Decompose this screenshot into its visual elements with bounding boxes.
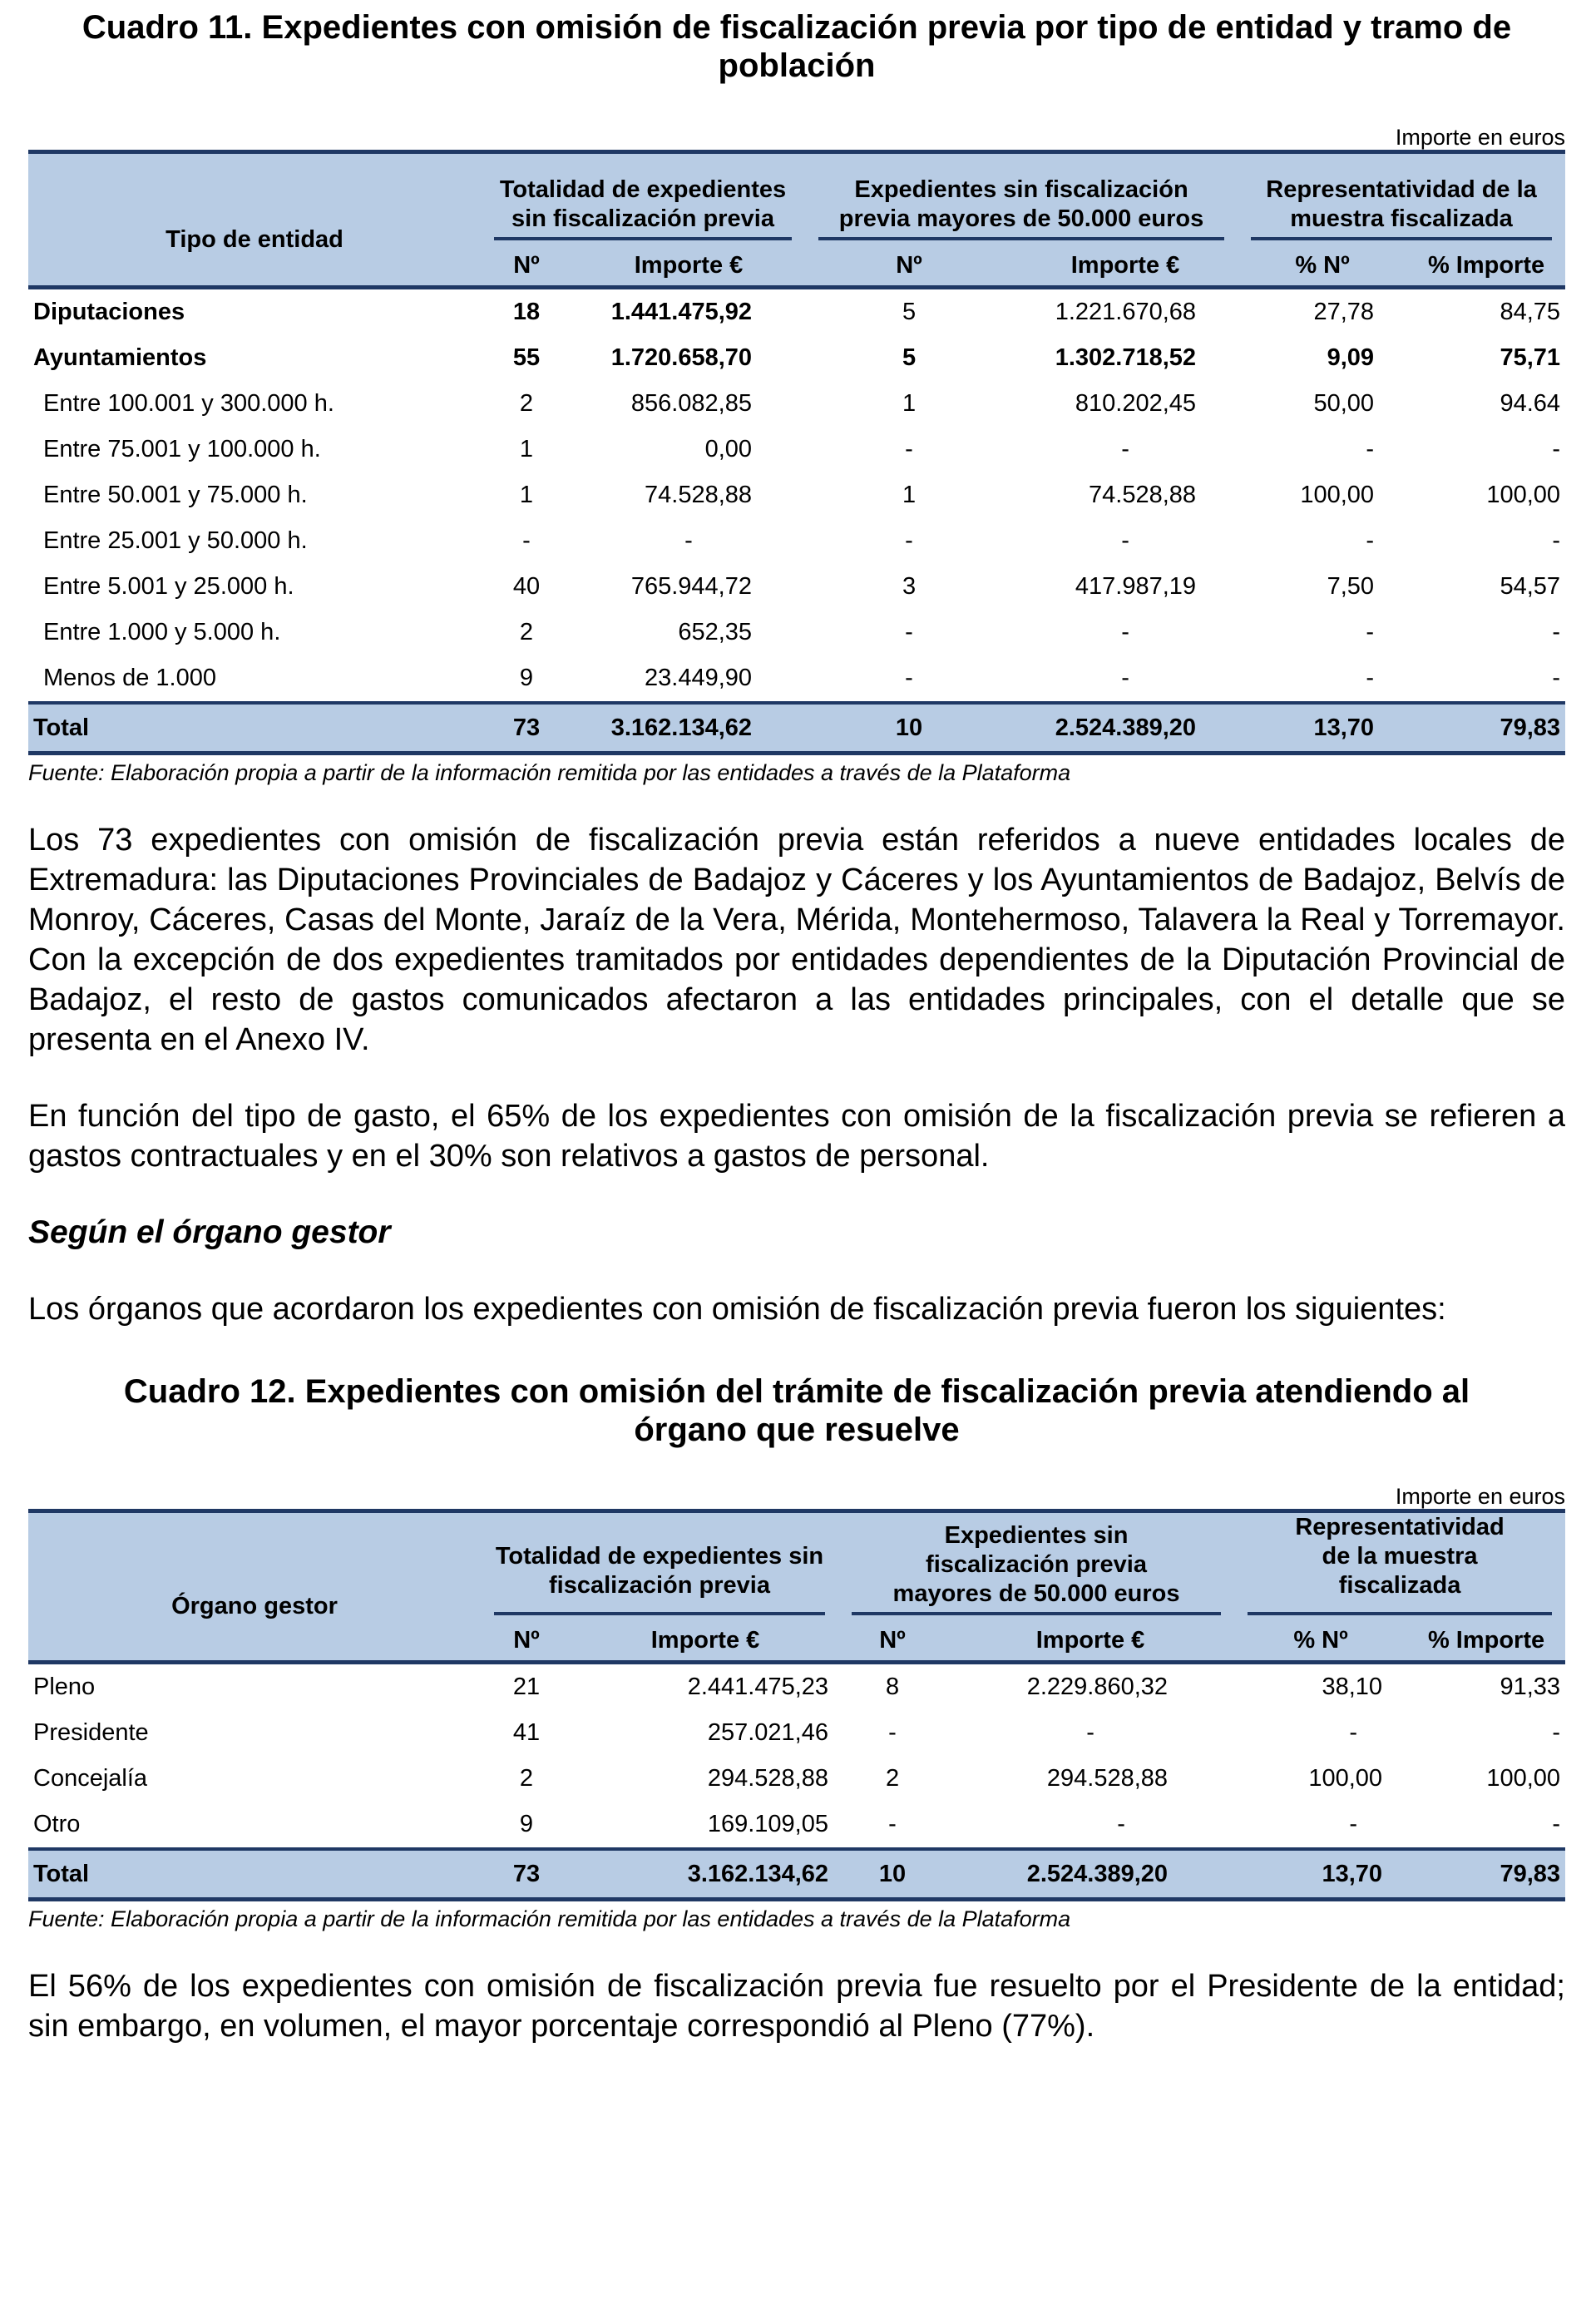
cell-pct-n: - — [1366, 436, 1375, 462]
group-header-representatividad: Representatividad de la muestra fiscalizada — [1248, 1513, 1552, 1615]
col-header-tipo: Tipo de entidad — [28, 152, 481, 288]
cell-n: 40 — [512, 573, 541, 600]
col-header-pct-importe: % Importe — [1407, 245, 1565, 288]
cell-importe: 3.162.134,62 — [572, 703, 805, 754]
table-row — [28, 564, 1565, 610]
cell-importe: 2.229.860,32 — [946, 1663, 1234, 1711]
cell-importe: 74.528,88 — [1089, 482, 1197, 508]
cell-pct-importe: - — [1552, 436, 1561, 462]
table-row — [28, 427, 1565, 472]
table-12 — [28, 1509, 1565, 1901]
cell-n: 73 — [481, 1849, 572, 1900]
col-header-n: Nº — [838, 1620, 946, 1663]
col-header-importe: Importe € — [1013, 245, 1238, 288]
cell-pct-n: 9,09 — [1327, 344, 1375, 371]
col-header-n: Nº — [805, 245, 1013, 288]
col-header-pct-importe: % Importe — [1407, 1620, 1565, 1663]
col-header-pct-n: % Nº — [1234, 1620, 1407, 1663]
cell-pct-importe: - — [1552, 527, 1561, 554]
col-header-pct-n: % Nº — [1238, 245, 1407, 288]
cell-pct-n: - — [1349, 1719, 1358, 1746]
cell-importe: 765.944,72 — [630, 573, 753, 600]
cell-n: 5 — [902, 344, 917, 371]
cell-pct-n: 7,50 — [1327, 573, 1375, 600]
cell-importe: 169.109,05 — [707, 1811, 829, 1837]
table-11-caption: Cuadro 11. Expedientes con omisión de fiscalización previa por tipo de entidad y tramo de población — [82, 9, 1512, 84]
row-label: Entre 25.001 y 50.000 h. — [43, 527, 308, 554]
cell-importe: - — [1121, 436, 1129, 462]
row-label: Diputaciones — [28, 288, 481, 336]
row-label: Otro — [33, 1811, 81, 1837]
cell-n: 21 — [481, 1663, 572, 1711]
row-label: Entre 5.001 y 25.000 h. — [43, 573, 294, 600]
cell-pct-importe: 100,00 — [1486, 1765, 1561, 1792]
group-header-mayores: Expedientes sin fiscalización previa mayores de 50.000 euros — [852, 1521, 1221, 1615]
cell-n: 41 — [512, 1719, 541, 1746]
cell-pct-n: 100,00 — [1300, 482, 1375, 508]
cell-pct-n: - — [1366, 665, 1375, 691]
cell-importe: 2.524.389,20 — [1013, 703, 1238, 754]
cell-n: - — [905, 436, 913, 462]
cell-n: 2 — [885, 1765, 900, 1792]
cell-pct-importe: 79,83 — [1407, 1849, 1565, 1900]
cell-pct-importe: - — [1552, 1811, 1561, 1837]
cell-importe: - — [1117, 1811, 1125, 1837]
cell-n: 8 — [838, 1663, 946, 1711]
row-label: Total — [28, 703, 481, 754]
row-label: Total — [28, 1849, 481, 1900]
cell-n: 9 — [519, 665, 534, 691]
section-heading: Según el órgano gestor — [28, 1214, 391, 1250]
table-row — [28, 335, 1565, 381]
cell-n: 10 — [805, 703, 1013, 754]
cell-importe: - — [1121, 527, 1129, 554]
table-row — [28, 472, 1565, 518]
cell-pct-n: 13,70 — [1238, 703, 1407, 754]
group-header-totalidad: Totalidad de expedientes sin fiscalización previa — [494, 176, 792, 240]
cell-importe: 417.987,19 — [1075, 573, 1197, 600]
col-header-importe: Importe € — [572, 245, 805, 288]
paragraph: En función del tipo de gasto, el 65% de los expedientes con omisión de la fiscalización previa se refieren a gastos contractuales y en el 30% son relativos a gastos de personal. — [28, 1099, 1565, 1174]
paragraph: El 56% de los expedientes con omisión de fiscalización previa fue resuelto por el Presidente de la entidad; sin embargo, en volumen, el mayor porcentaje correspondió al Pleno (77%). — [28, 1969, 1565, 2044]
cell-pct-n: 38,10 — [1234, 1663, 1407, 1711]
cell-importe: 1.302.718,52 — [1055, 344, 1197, 371]
table-row — [28, 518, 1565, 564]
cell-n: 1 — [902, 482, 917, 508]
row-label: Ayuntamientos — [33, 344, 207, 371]
cell-n: 2 — [519, 1765, 534, 1792]
cell-pct-n: - — [1366, 619, 1375, 645]
table-row — [28, 655, 1565, 703]
cell-pct-n: 13,70 — [1234, 1849, 1407, 1900]
cell-n: - — [888, 1719, 897, 1746]
paragraph: Los 73 expedientes con omisión de fiscalización previa están referidos a nueve entidades locales de Extremadura: las Diputaciones Provinciales de Badajoz y Cáceres y los Ayuntamientos de Badajoz, Belvís de Monroy, Cáceres, Casas del Monte, Jaraíz de la Vera, Mérida, Montehermoso, Talavera la Real y Torremayor. Con la excepción de dos expedientes tramitados por entidades dependientes de la Diputación Provincial de Badajoz, el resto de gastos comunicados afectaron a las entidades principales, con el detalle que se presenta en el Anexo IV. — [28, 823, 1565, 1057]
cell-importe: 2.441.475,23 — [572, 1663, 838, 1711]
cell-n: 5 — [805, 288, 1013, 336]
cell-pct-importe: 100,00 — [1486, 482, 1561, 508]
row-label: Entre 75.001 y 100.000 h. — [43, 436, 321, 462]
cell-importe: - — [684, 527, 693, 554]
cell-n: 10 — [838, 1849, 946, 1900]
cell-n: 3 — [902, 573, 917, 600]
paragraph: Los órganos que acordaron los expedientes con omisión de fiscalización previa fueron los siguientes: — [28, 1292, 1446, 1327]
table-11-units: Importe en euros — [1395, 125, 1565, 150]
cell-n: - — [905, 665, 913, 691]
cell-importe: 1.441.475,92 — [572, 288, 805, 336]
group-header-totalidad: Totalidad de expedientes sin fiscalización previa — [494, 1542, 825, 1615]
cell-importe: 0,00 — [704, 436, 753, 462]
cell-pct-importe: - — [1552, 1719, 1561, 1746]
table-row — [28, 610, 1565, 655]
cell-n: - — [888, 1811, 897, 1837]
cell-importe: 74.528,88 — [645, 482, 753, 508]
cell-n: - — [522, 527, 531, 554]
row-label: Presidente — [33, 1719, 149, 1746]
row-label: Menos de 1.000 — [43, 665, 216, 691]
table-total-row — [28, 703, 1565, 754]
col-header-organo: Órgano gestor — [28, 1511, 481, 1663]
col-header-n: Nº — [481, 1620, 572, 1663]
table-11 — [28, 150, 1565, 755]
cell-importe: 294.528,88 — [707, 1765, 829, 1792]
cell-importe: 810.202,45 — [1075, 390, 1197, 417]
cell-n: 1 — [519, 436, 534, 462]
col-header-importe: Importe € — [572, 1620, 838, 1663]
cell-n: - — [905, 619, 913, 645]
cell-n: 2 — [519, 619, 534, 645]
cell-pct-n: 100,00 — [1308, 1765, 1383, 1792]
cell-importe: 3.162.134,62 — [572, 1849, 838, 1900]
cell-n: 1 — [519, 482, 534, 508]
table-12-source: Fuente: Elaboración propia a partir de la información remitida por las entidades a través de la Plataforma — [28, 1906, 1071, 1931]
cell-pct-importe: 84,75 — [1407, 288, 1565, 336]
table-12-units: Importe en euros — [1395, 1484, 1565, 1509]
table-row — [28, 288, 1565, 336]
table-11-header-row — [28, 152, 1565, 246]
cell-importe: 1.720.658,70 — [610, 344, 753, 371]
cell-importe: 652,35 — [678, 619, 753, 645]
cell-importe: 1.221.670,68 — [1013, 288, 1238, 336]
table-12-header-row — [28, 1511, 1565, 1621]
document-page — [28, 0, 1565, 2046]
cell-pct-importe: 75,71 — [1500, 344, 1561, 371]
cell-pct-importe: 94.64 — [1500, 390, 1561, 417]
cell-importe: - — [1121, 619, 1129, 645]
cell-pct-importe: 91,33 — [1407, 1663, 1565, 1711]
cell-n: 1 — [902, 390, 917, 417]
group-header-representatividad: Representatividad de la muestra fiscalizada — [1251, 176, 1552, 240]
cell-pct-importe: - — [1552, 619, 1561, 645]
cell-pct-importe: 79,83 — [1407, 703, 1565, 754]
col-header-importe: Importe € — [946, 1620, 1234, 1663]
cell-n: 18 — [481, 288, 572, 336]
cell-pct-n: - — [1366, 527, 1375, 554]
cell-importe: - — [1121, 665, 1129, 691]
cell-pct-importe: 54,57 — [1500, 573, 1561, 600]
row-label: Pleno — [28, 1663, 481, 1711]
cell-n: - — [905, 527, 913, 554]
group-header-mayores: Expedientes sin fiscalización previa mayores de 50.000 euros — [818, 176, 1224, 240]
table-row — [28, 1710, 1565, 1756]
cell-importe: 2.524.389,20 — [946, 1849, 1234, 1900]
table-row — [28, 1756, 1565, 1802]
cell-pct-n: 27,78 — [1238, 288, 1407, 336]
row-label: Entre 1.000 y 5.000 h. — [43, 619, 281, 645]
table-row — [28, 1802, 1565, 1849]
cell-n: 55 — [512, 344, 541, 371]
table-row — [28, 1663, 1565, 1711]
table-row — [28, 381, 1565, 427]
row-label: Entre 100.001 y 300.000 h. — [43, 390, 334, 417]
row-label: Entre 50.001 y 75.000 h. — [43, 482, 308, 508]
table-total-row — [28, 1849, 1565, 1900]
table-11-source: Fuente: Elaboración propia a partir de la información remitida por las entidades a través de la Plataforma — [28, 760, 1071, 785]
cell-importe: 23.449,90 — [645, 665, 753, 691]
cell-importe: 294.528,88 — [1046, 1765, 1169, 1792]
cell-importe: 257.021,46 — [707, 1719, 829, 1746]
table-12-caption: Cuadro 12. Expedientes con omisión del trámite de fiscalización previa atendiendo al órgano que resuelve — [123, 1373, 1470, 1448]
cell-n: 9 — [519, 1811, 534, 1837]
cell-pct-n: - — [1349, 1811, 1358, 1837]
cell-pct-n: 50,00 — [1313, 390, 1375, 417]
row-label: Concejalía — [33, 1765, 148, 1792]
cell-n: 2 — [519, 390, 534, 417]
col-header-n: Nº — [481, 245, 572, 288]
cell-pct-importe: - — [1552, 665, 1561, 691]
cell-n: 73 — [481, 703, 572, 754]
cell-importe: - — [1086, 1719, 1094, 1746]
cell-importe: 856.082,85 — [630, 390, 753, 417]
